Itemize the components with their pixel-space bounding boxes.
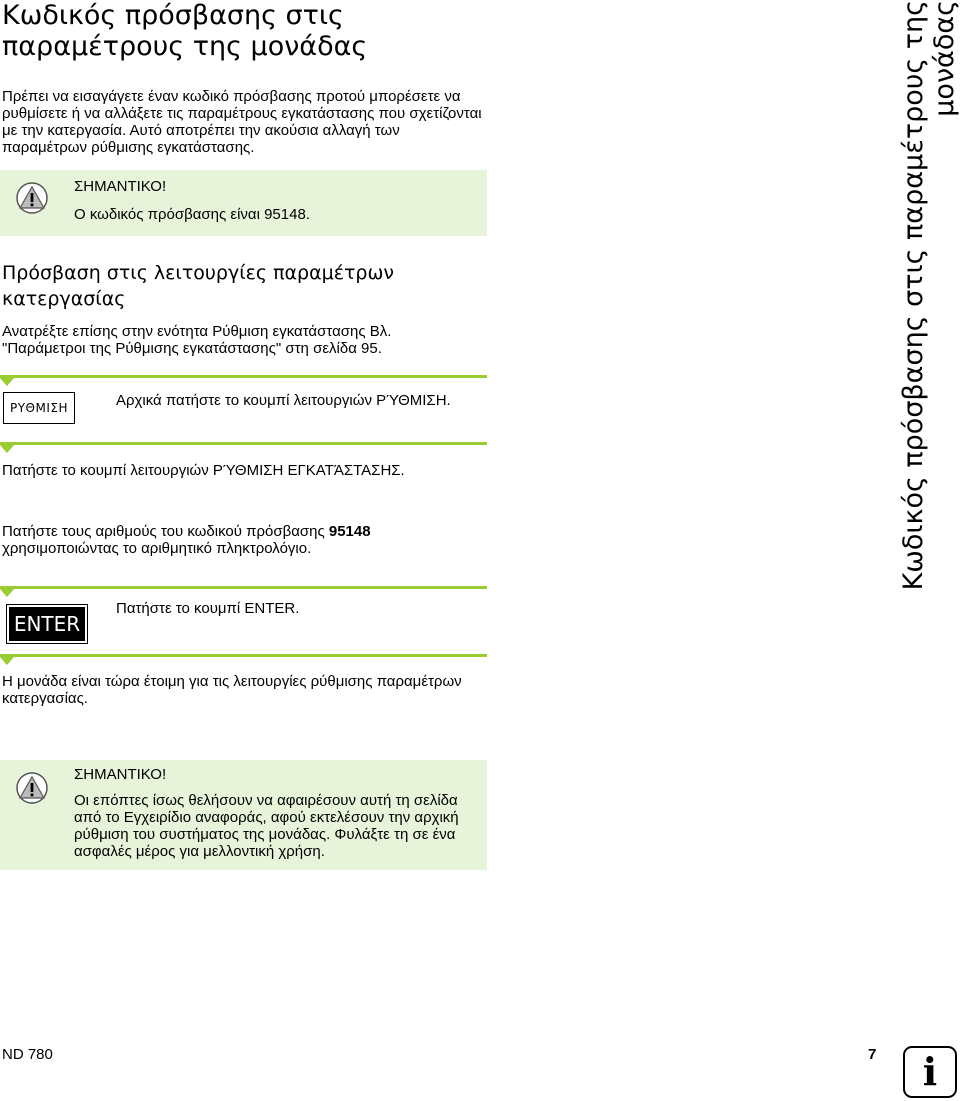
- important-note-2: [0, 760, 487, 870]
- note2-text: [74, 792, 479, 860]
- info-icon: [903, 1046, 957, 1098]
- step3-code: 95148: [328, 523, 371, 540]
- page-title-line1: Κωδικός πρόσβασης στις: [2, 0, 344, 31]
- setup-key[interactable]: [3, 392, 75, 424]
- enter-key-label: ENTER: [13, 612, 81, 636]
- page-title-line2: παραμέτρους της μονάδας: [2, 31, 368, 62]
- note1-text: Ο κωδικός πρόσβασης είναι 95148.: [74, 206, 310, 223]
- info-icon-letter: i: [922, 1049, 938, 1094]
- section-ref-line2: "Παράμετροι της Ρύθμισης εγκατάστασης" στη σελίδα 95.: [2, 340, 382, 357]
- setup-key-label: ΡΥΘΜΙΣΗ: [9, 401, 68, 415]
- section-reference: [2, 323, 472, 357]
- enter-key[interactable]: [6, 604, 88, 644]
- step-divider: [0, 586, 487, 589]
- step4-text: Πατήστε το κουμπί ENTER.: [116, 600, 300, 617]
- warning-icon: [14, 182, 50, 214]
- step-divider: [0, 375, 487, 378]
- note2-line3: ρύθμιση του συστήματος της μονάδας. Φυλάξτε τη σε ένα: [74, 826, 456, 843]
- result-line2: κατεργασίας.: [2, 690, 88, 707]
- step3-text: [2, 523, 487, 557]
- result-line1: Η μονάδα είναι τώρα έτοιμη για τις λειτουργίες ρύθμισης παραμέτρων: [2, 673, 462, 690]
- step3-pre: Πατήστε τους αριθμούς του κωδικού πρόσβασης: [2, 523, 329, 540]
- page-number: 7: [868, 1046, 877, 1063]
- note2-line2: από το Εγχειρίδιο αναφοράς, αφού εκτελέσουν την αρχική: [74, 809, 459, 826]
- intro-paragraph: Πρέπει να εισαγάγετε έναν κωδικό πρόσβασης προτού μπορέσετε να ρυθμίσετε ή να αλλάξετε τις παραμέτρους εγκατάστασης που σχετίζονται με την κατεργασία. Αυτό αποτρέπει την ακούσια αλλαγή των παραμέτρων ρύθμισης εγκατάστασης.: [2, 88, 482, 156]
- footer-product: ND 780: [2, 1046, 53, 1063]
- page-title: [2, 0, 502, 62]
- warning-icon: [14, 772, 50, 804]
- important-note-1: [0, 170, 487, 236]
- step-divider: [0, 442, 487, 445]
- note1-heading: ΣΗΜΑΝΤΙΚΟ!: [74, 178, 167, 195]
- step-arrow: [0, 445, 14, 453]
- step3-post: χρησιμοποιώντας το αριθμητικό πληκτρολόγιο.: [2, 540, 312, 557]
- step-divider: [0, 654, 487, 657]
- section-heading-line1: Πρόσβαση στις λειτουργίες παραμέτρων: [2, 262, 395, 284]
- step-arrow: [0, 589, 14, 597]
- section-heading-line2: κατεργασίας: [2, 288, 126, 310]
- step-arrow: [0, 378, 14, 386]
- step2-text: Πατήστε το κουμπί λειτουργιών ΡΎΘΜΙΣΗ ΕΓΚΑΤΆΣΤΑΣΗΣ.: [2, 462, 405, 479]
- note2-heading: ΣΗΜΑΝΤΙΚΟ!: [74, 766, 167, 783]
- result-text: [2, 673, 487, 707]
- section-heading: [2, 260, 472, 312]
- side-chapter-title-text: Κωδικός πρόσβασης στις παραμέτρους της μονάδας: [898, 0, 960, 591]
- note2-line4: ασφαλές μέρος για μελλοντική χρήση.: [74, 843, 325, 860]
- step1-text: Αρχικά πατήστε το κουμπί λειτουργιών ΡΎΘΜΙΣΗ.: [116, 392, 451, 409]
- section-ref-line1: Ανατρέξτε επίσης στην ενότητα Ρύθμιση εγκατάστασης Βλ.: [2, 323, 392, 340]
- side-chapter-title: [878, 0, 960, 600]
- step-arrow: [0, 657, 14, 665]
- note2-line1: Οι επόπτες ίσως θελήσουν να αφαιρέσουν αυτή τη σελίδα: [74, 792, 458, 809]
